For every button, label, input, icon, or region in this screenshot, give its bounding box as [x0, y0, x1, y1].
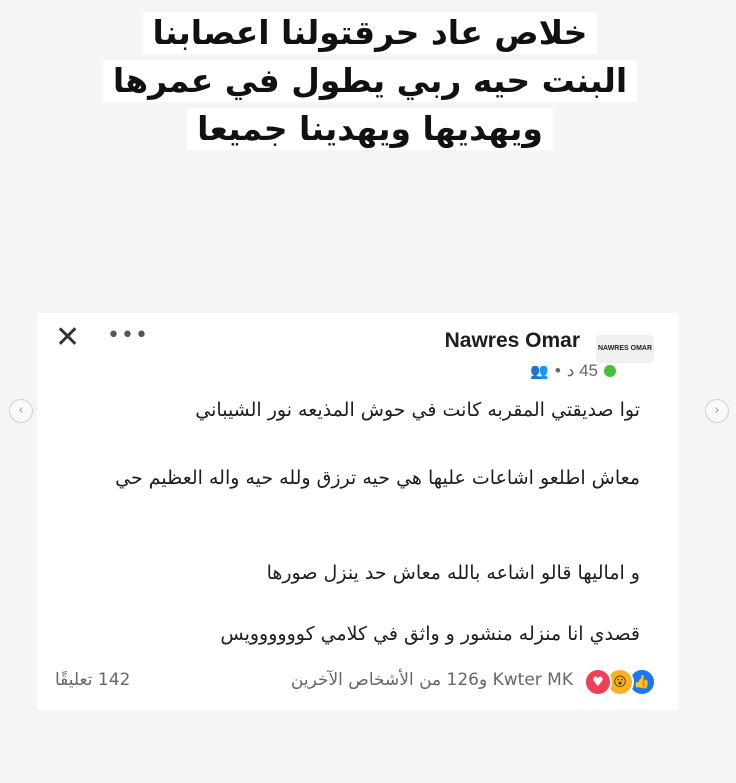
love-reaction-icon: ♥ — [584, 668, 612, 696]
wow-reaction-icon: 😮 — [606, 668, 634, 696]
post-body-line-4: قصدي انا منزله منشور و واثق في كلامي كوووووويس — [220, 623, 640, 645]
post-body-line-1: توا صديقتي المقربه كانت في حوش المذيعه نور الشيباني — [195, 399, 640, 421]
online-status-icon — [604, 365, 616, 377]
avatar[interactable]: NAWRES OMAR — [596, 335, 654, 363]
meta-separator: • — [554, 361, 561, 380]
reaction-icons[interactable] — [590, 668, 656, 696]
caption-line-1: خلاص عاد حرقتولنا اعصابنا — [143, 12, 598, 54]
more-options-icon[interactable]: ••• — [107, 323, 149, 348]
facebook-post-card — [37, 313, 678, 710]
chevron-right-icon[interactable]: › — [705, 399, 729, 423]
audience-friends-icon: 👥 — [530, 363, 549, 380]
chevron-left-icon[interactable]: ‹ — [9, 399, 33, 423]
close-icon[interactable]: ✕ — [55, 320, 81, 355]
caption-line-2: البنت حيه ربي يطول في عمرها — [103, 60, 637, 102]
post-body-line-3: و اماليها قالو اشاعه بالله معاش حد ينزل صورها — [266, 562, 640, 584]
author-name[interactable]: Nawres Omar — [444, 329, 580, 352]
post-meta — [530, 361, 616, 381]
like-reaction-icon: 👍 — [628, 668, 656, 696]
post-footer — [37, 666, 678, 702]
post-time[interactable]: 45 د — [566, 361, 598, 380]
caption — [40, 12, 700, 156]
reactions-summary[interactable]: Kwter MK و126 من الأشخاص الآخرين — [290, 670, 573, 690]
caption-line-3: ويهديها ويهدينا جميعا — [187, 108, 553, 150]
post-body-line-2: معاش اطلعو اشاعات عليها هي حيه ترزق ولله حيه واله العظيم حي — [115, 467, 640, 489]
comments-count[interactable]: 142 تعليقًا — [55, 670, 131, 690]
